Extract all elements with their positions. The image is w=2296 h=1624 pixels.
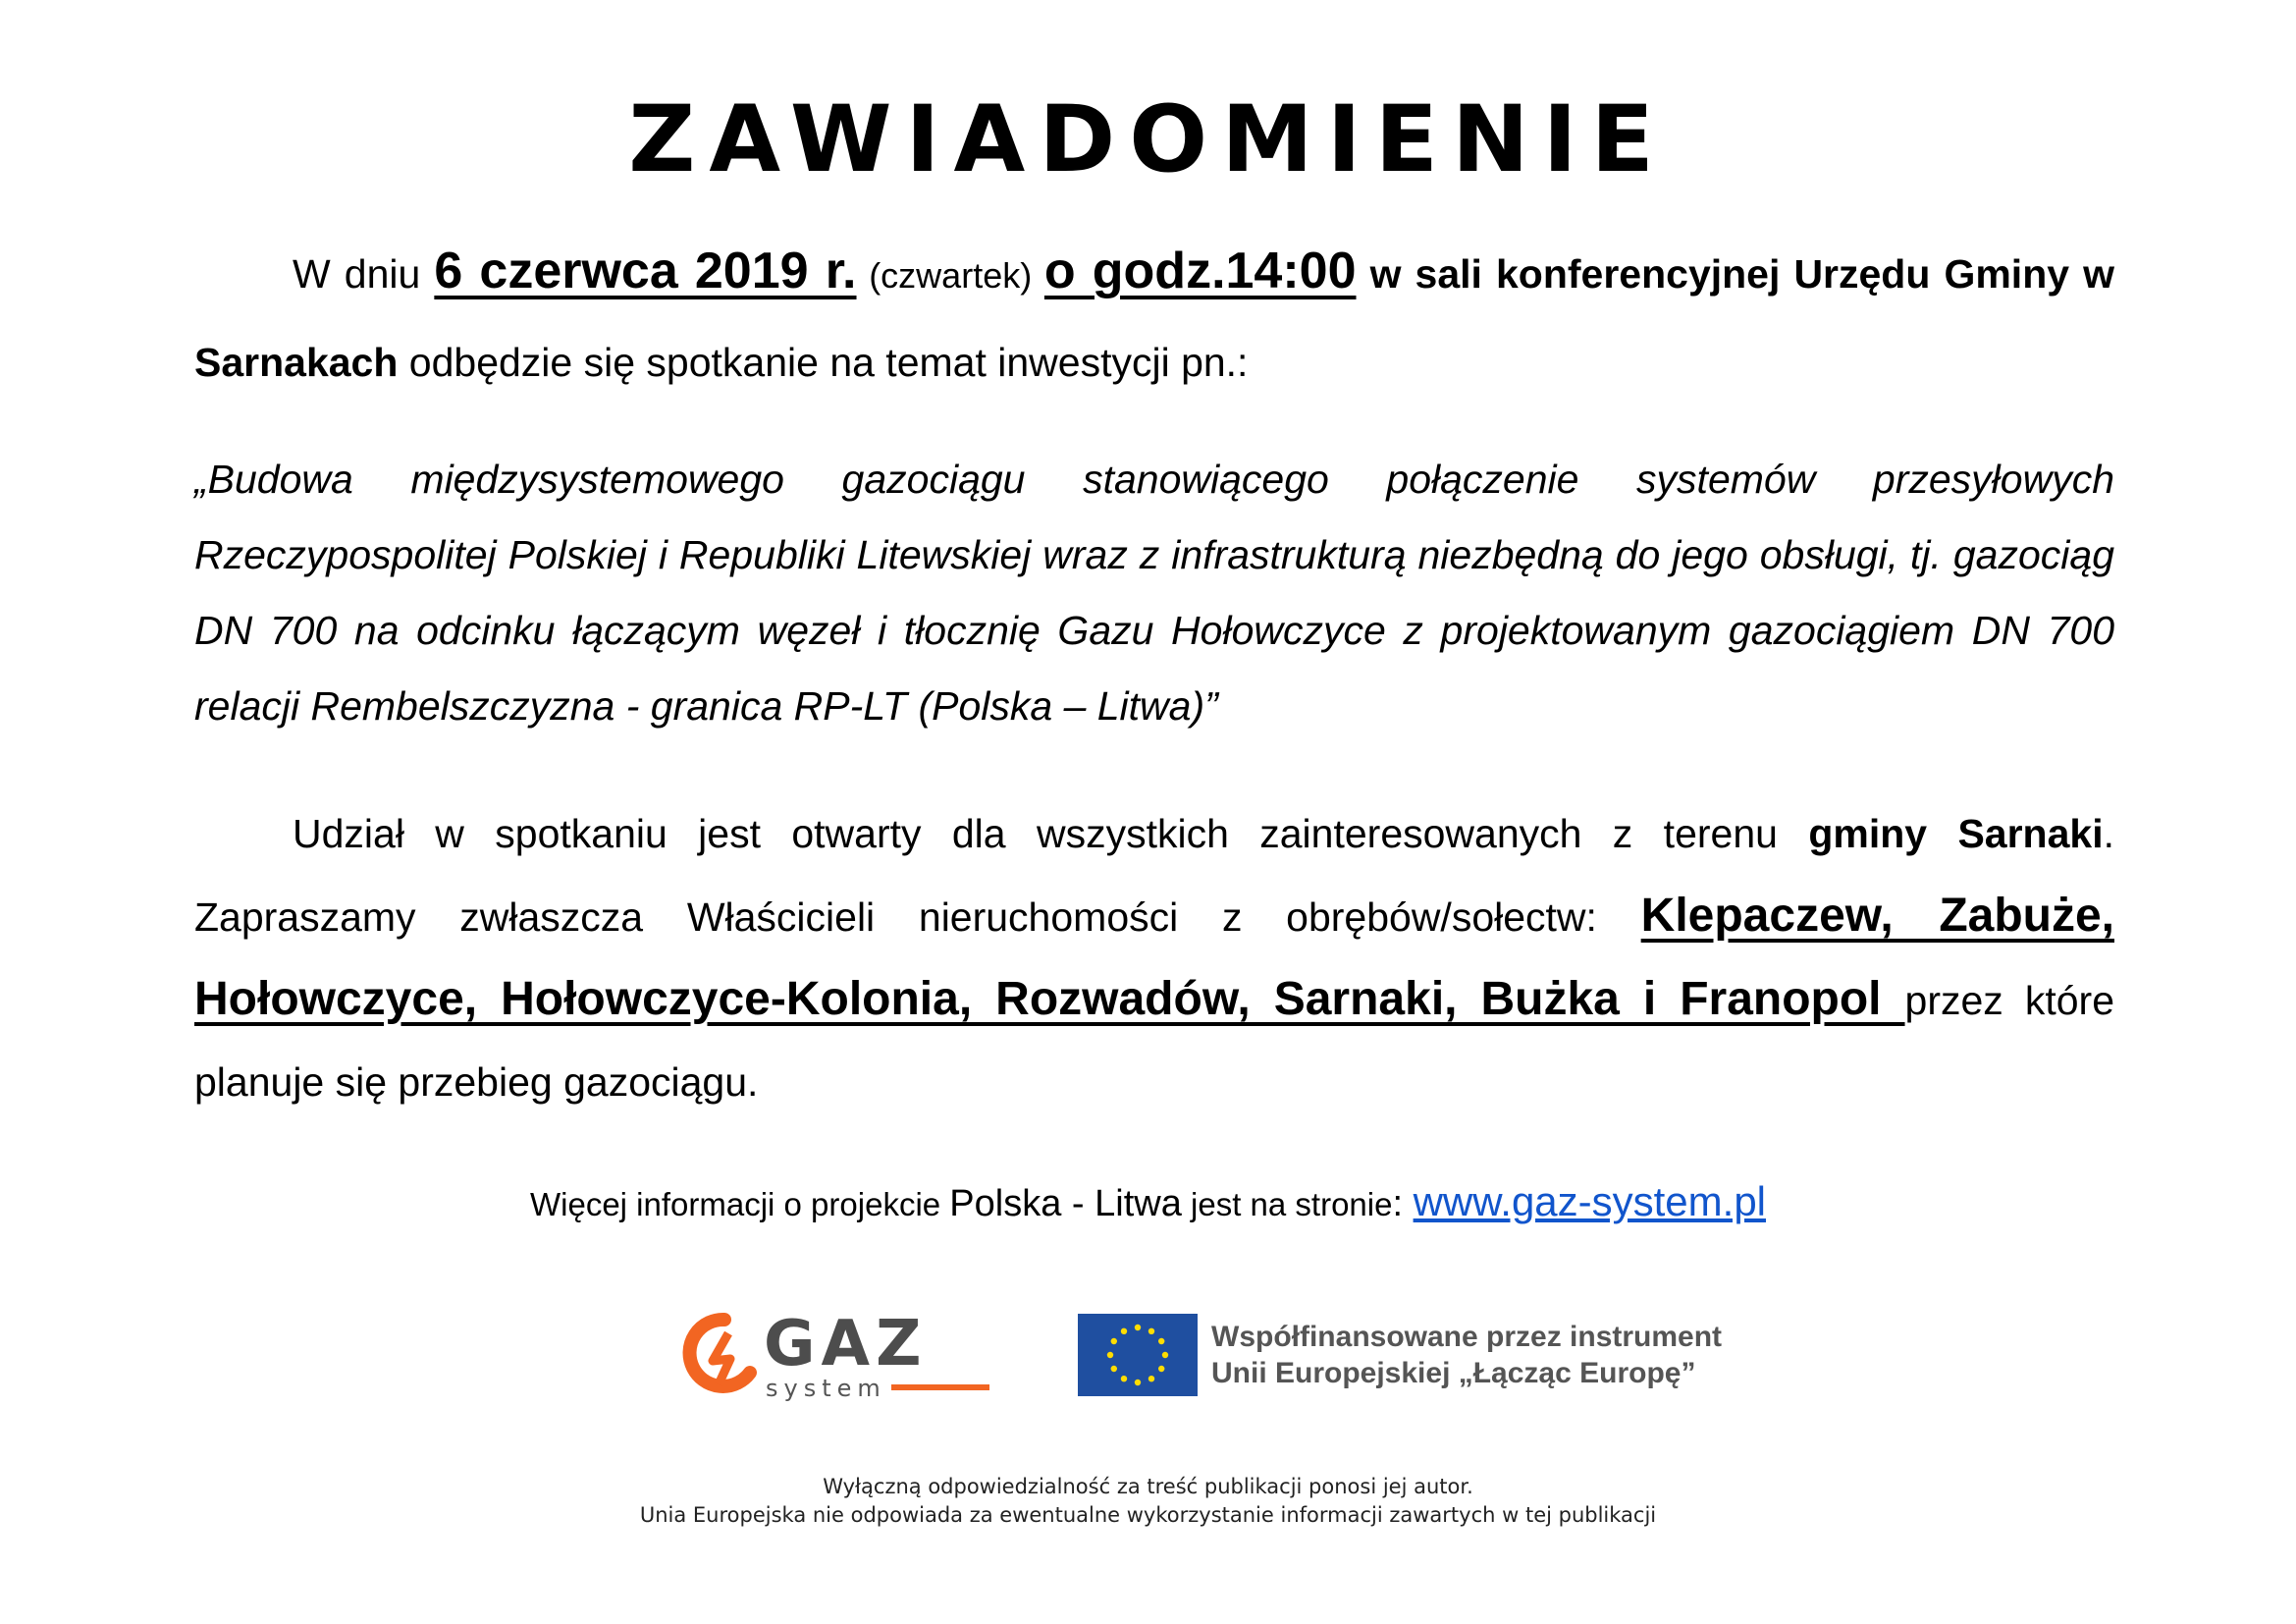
- gaz-logo-bar: [891, 1384, 989, 1390]
- gaz-swirl-icon: [690, 1320, 750, 1386]
- page-title: ZAWIADOMIENIE: [628, 86, 1668, 193]
- gaz-logo-word: GAZ: [764, 1308, 928, 1380]
- eu-star-icon: [1158, 1338, 1164, 1344]
- eu-star-icon: [1135, 1380, 1141, 1385]
- text-segment: Udział w spotkaniu jest otwarty dla wszystkich zainteresowanych z terenu: [293, 811, 1809, 856]
- disclaimer-line: Unia Europejska nie odpowiada za ewentualne wykorzystanie informacji zawartych w tej publikacji: [639, 1503, 1657, 1527]
- text-segment: odbędzie się spotkanie na temat inwestycji pn.:: [398, 340, 1249, 385]
- eu-flag-icon: [1078, 1314, 1198, 1396]
- eu-star-icon: [1107, 1352, 1113, 1358]
- village-list: Klepaczew, Zabuże, Hołowczyce, Hołowczyce-Kolonia, Rozwadów, Sarnaki, Bużka i Franopol: [194, 890, 2114, 1025]
- meeting-weekday: (czwartek): [856, 255, 1044, 296]
- eu-cofinancing-text: [1211, 1319, 1722, 1391]
- gaz-logo-subword: system: [766, 1375, 886, 1402]
- text-segment: :: [1392, 1183, 1414, 1224]
- eu-star-icon: [1148, 1376, 1154, 1381]
- meeting-time: o godz.14:00: [1043, 243, 1357, 299]
- project-name: Polska - Litwa: [949, 1183, 1182, 1224]
- eu-star-icon: [1135, 1325, 1141, 1330]
- meeting-place: w sali konferencyjnej Urzędu Gminy w Sarnakach: [194, 251, 2115, 385]
- eu-text-line: Unii Europejskiej „Łącząc Europę”: [1211, 1357, 1696, 1389]
- eu-star-icon: [1111, 1366, 1117, 1372]
- disclaimer-line: Wyłączną odpowiedzialność za treść publikacji ponosi jej autor.: [823, 1475, 1473, 1498]
- disclaimer: [0, 1473, 2296, 1530]
- eu-star-icon: [1111, 1338, 1117, 1344]
- text-segment: Więcej informacji o projekcie: [529, 1186, 950, 1222]
- eu-star-icon: [1121, 1376, 1127, 1381]
- eu-star-icon: [1158, 1366, 1164, 1372]
- eu-cofinancing-badge: [1078, 1314, 1722, 1396]
- eu-star-icon: [1148, 1328, 1154, 1334]
- text-segment: . Zapraszamy zwłaszcza Właścicieli nieruchomości z obrębów/sołectw:: [194, 811, 2114, 940]
- eu-star-icon: [1162, 1352, 1168, 1358]
- eu-star-icon: [1121, 1328, 1127, 1334]
- text-segment: W dniu: [293, 251, 435, 297]
- more-info-line: [0, 1178, 2296, 1225]
- text-segment: przez które planuje się przebieg gazociągu.: [194, 978, 2114, 1105]
- gmina-name: gminy Sarnaki: [1808, 811, 2104, 856]
- gaz-system-logo: [667, 1304, 991, 1402]
- investment-name: „Budowa międzysystemowego gazociągu stanowiącego połączenie systemów przesyłowych Rzeczypospolitej Polskiej i Republiki Litewskiej wraz z infrastrukturą niezbędną do jego obsługi, tj. gazociąg DN 700 na odcinku łączącym węzeł i tłocznię Gazu Hołowczyce z projektowanym gazociągiem DN 700 relacji Rembelszczyzna - granica RP-LT (Polska – Litwa)”: [194, 457, 2114, 729]
- text-segment: jest na stronie: [1181, 1186, 1393, 1222]
- meeting-paragraph: [194, 228, 2114, 406]
- website-link[interactable]: www.gaz-system.pl: [1413, 1178, 1767, 1224]
- meeting-date: 6 czerwca 2019 r.: [434, 243, 857, 299]
- eu-text-line: Współfinansowane przez instrument: [1211, 1321, 1723, 1353]
- invitation-paragraph: [194, 793, 2114, 1123]
